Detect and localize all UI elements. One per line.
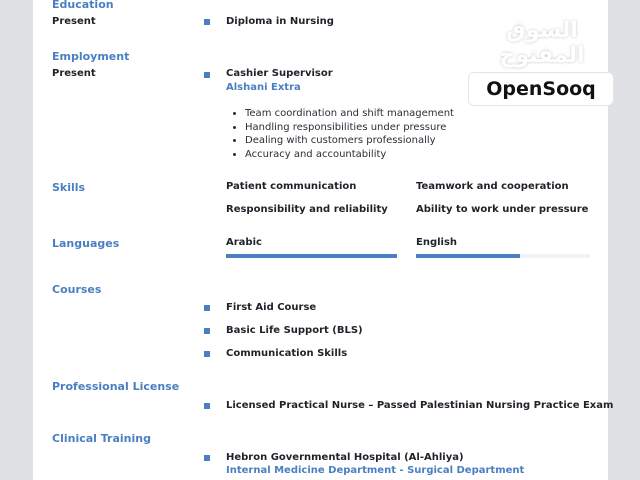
education-item: Diploma in Nursing xyxy=(226,16,334,27)
skill-item: Responsibility and reliability xyxy=(226,204,388,215)
section-heading-employment: Employment xyxy=(52,50,130,63)
skill-item: Ability to work under pressure xyxy=(416,204,589,215)
section-heading-skills: Skills xyxy=(52,181,86,194)
section-heading-languages: Languages xyxy=(52,237,120,250)
training-place: Hebron Governmental Hospital (Al-Ahliya) xyxy=(226,452,464,463)
bullet-square-icon xyxy=(204,305,210,311)
section-heading-training: Clinical Training xyxy=(52,432,151,445)
watermark-arabic-text: السوق المفتوح xyxy=(499,18,585,68)
language-name: English xyxy=(416,237,458,248)
list-item: • Handling responsibilities under pressure xyxy=(245,121,454,135)
section-heading-courses: Courses xyxy=(52,283,102,296)
language-level-fill xyxy=(226,254,397,258)
bullet-square-icon xyxy=(204,403,210,409)
bullet-square-icon xyxy=(204,328,210,334)
list-item: • Accuracy and accountability xyxy=(245,148,454,162)
employment-period: Present xyxy=(52,68,96,79)
opensooq-logo: OpenSooq xyxy=(468,72,614,106)
section-heading-license: Professional License xyxy=(52,380,180,393)
language-level-bar xyxy=(226,254,397,258)
skill-item: Patient communication xyxy=(226,181,357,192)
bullet-square-icon xyxy=(204,455,210,461)
license-item: Licensed Practical Nurse – Passed Palestinian Nursing Practice Exam xyxy=(226,400,614,411)
list-item: • Dealing with customers professionally xyxy=(245,134,454,148)
course-item: First Aid Course xyxy=(226,302,317,313)
language-name: Arabic xyxy=(226,237,262,248)
bullet-square-icon xyxy=(204,72,210,78)
bullet-square-icon xyxy=(204,19,210,25)
skill-item: Teamwork and cooperation xyxy=(416,181,569,192)
course-item: Basic Life Support (BLS) xyxy=(226,325,363,336)
bullet-square-icon xyxy=(204,351,210,357)
section-heading-education: Education xyxy=(52,0,114,11)
company-name: Alshani Extra xyxy=(226,82,301,93)
training-department: Internal Medicine Department - Surgical Department xyxy=(226,465,525,476)
education-period: Present xyxy=(52,16,96,27)
language-level-bar xyxy=(416,254,590,258)
course-item: Communication Skills xyxy=(226,348,348,359)
list-item: • Team coordination and shift management xyxy=(245,107,454,121)
opensooq-watermark xyxy=(468,18,616,106)
language-level-fill xyxy=(416,254,520,258)
job-title: Cashier Supervisor xyxy=(226,68,333,79)
job-duties-list xyxy=(226,107,454,161)
